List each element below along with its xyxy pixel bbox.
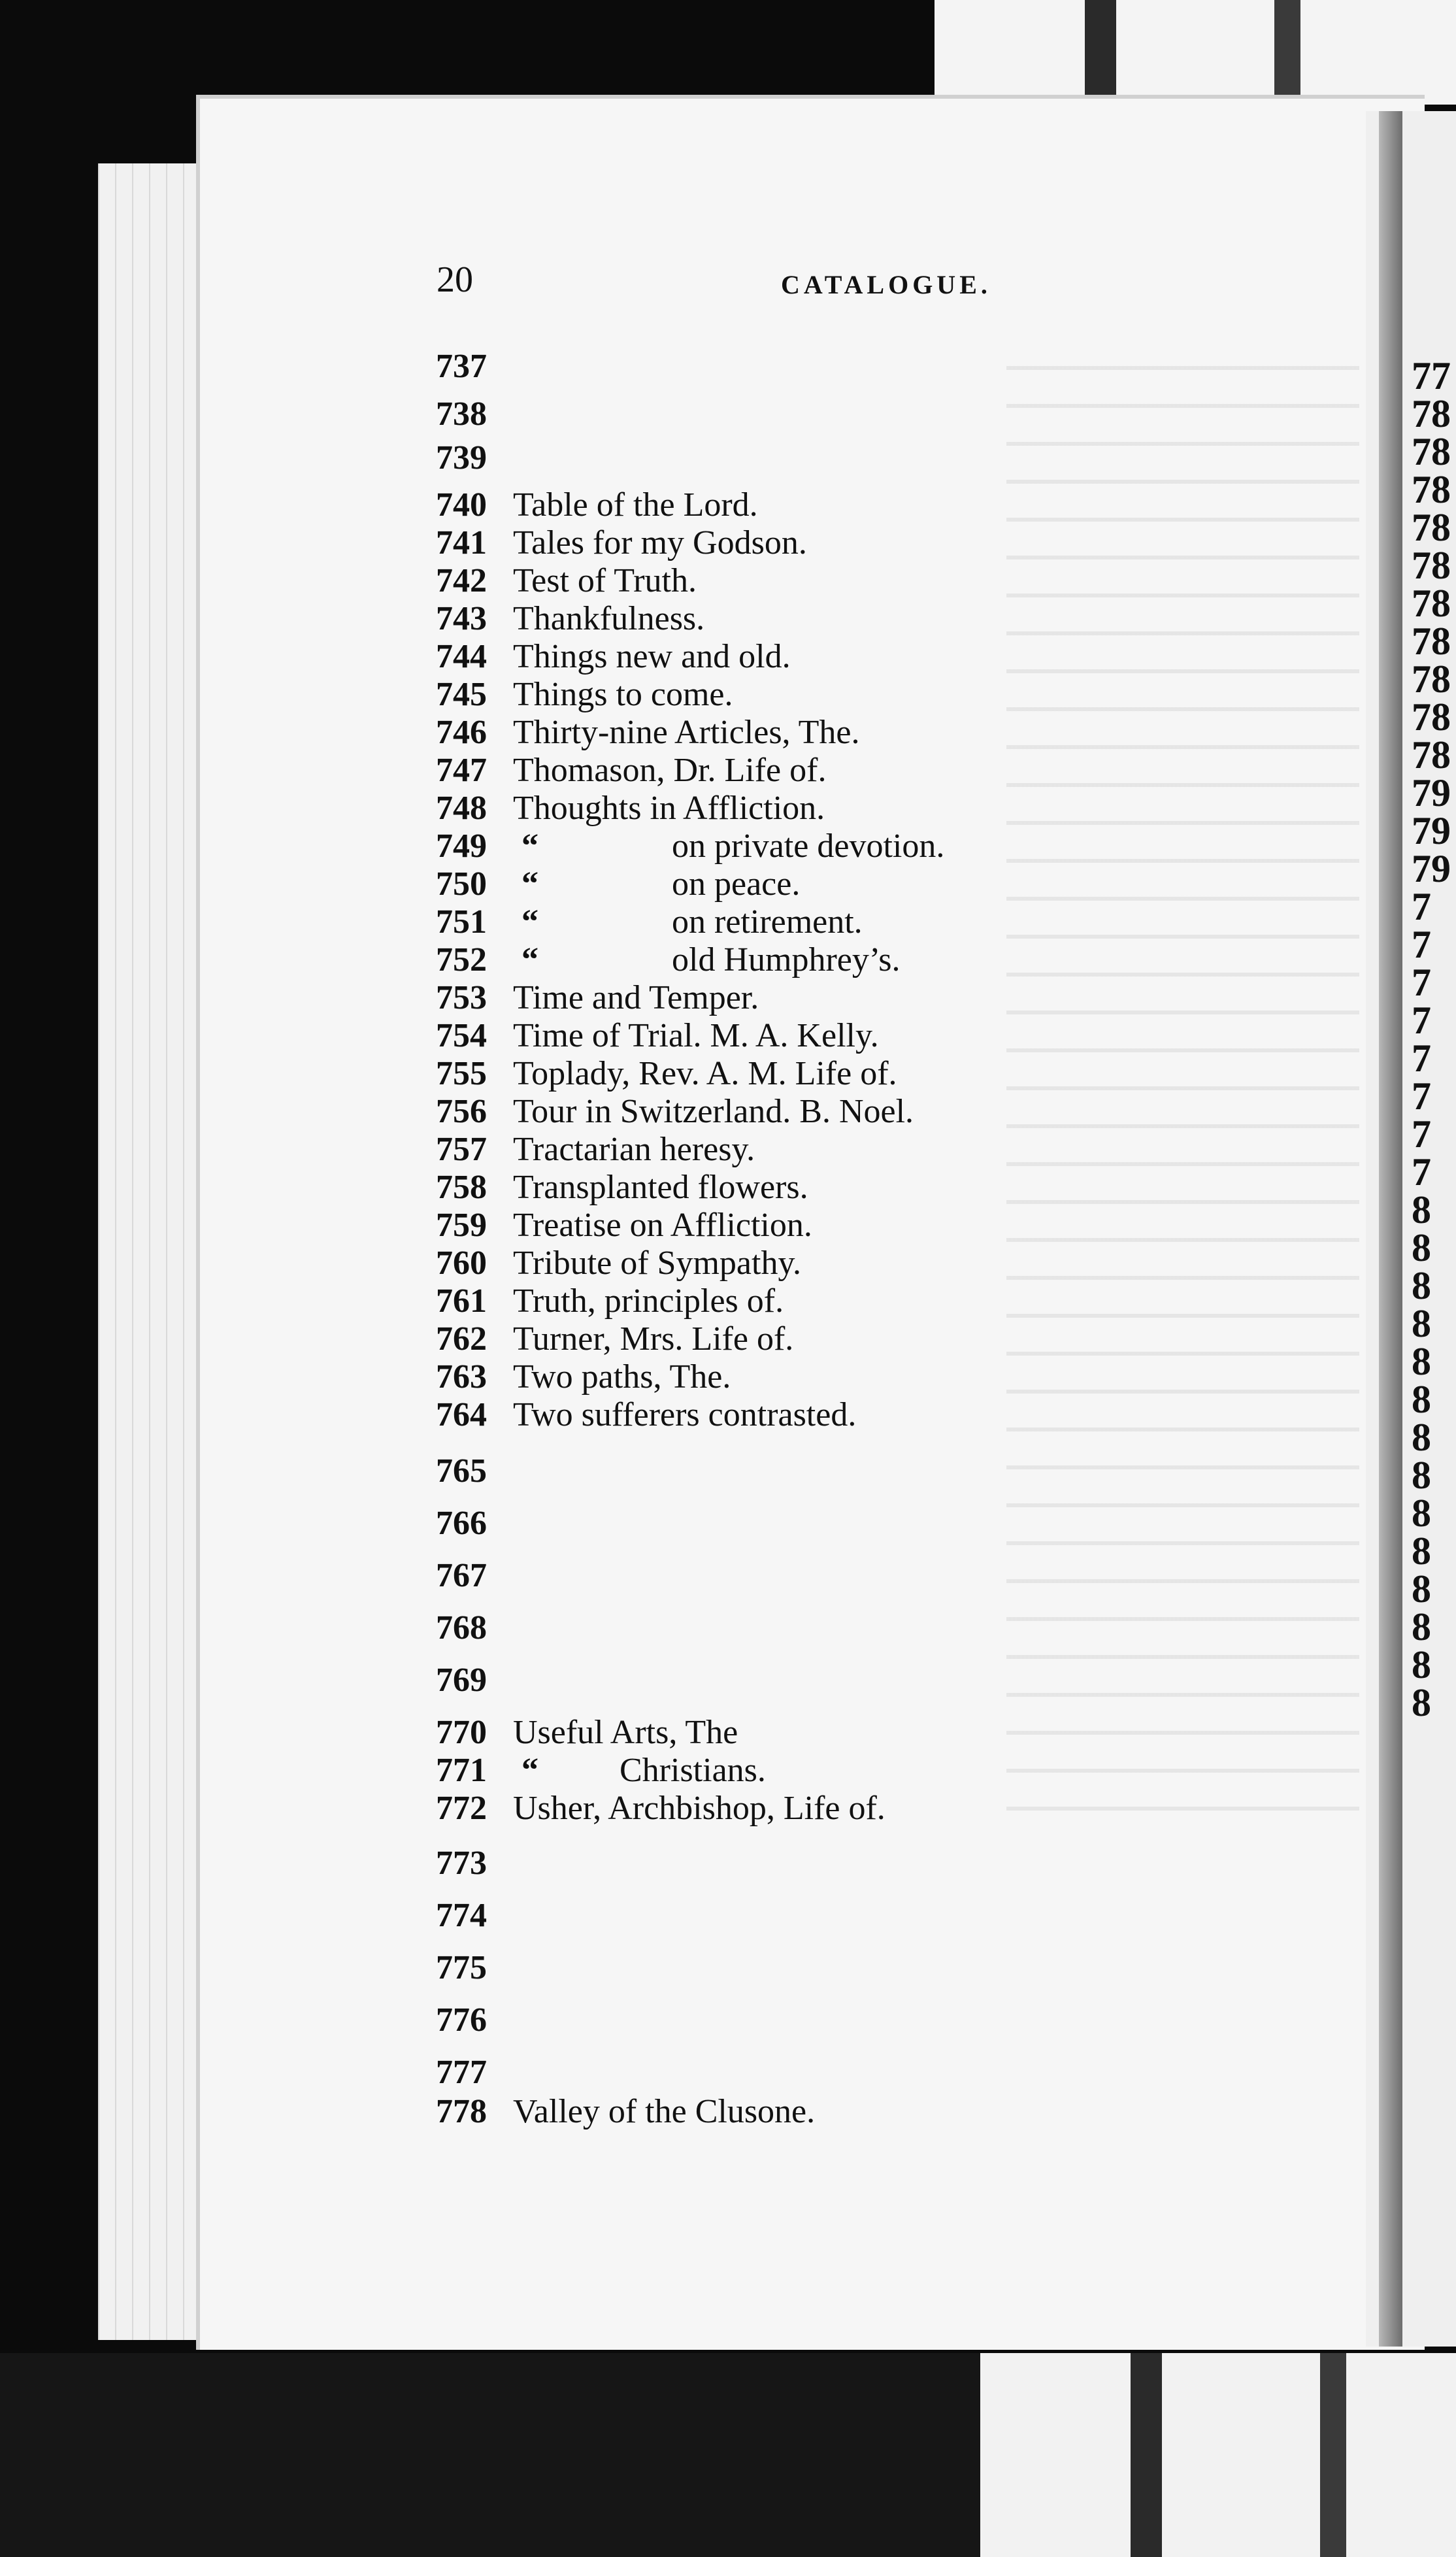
catalogue-entry	[0, 750, 1456, 791]
ditto-mark: “	[521, 865, 538, 903]
ditto-mark: “	[521, 1752, 538, 1789]
facing-page-number: 78	[1412, 468, 1451, 511]
entry-number: 775	[436, 1949, 487, 1986]
catalogue-entry	[0, 485, 1456, 526]
entry-title: Tractarian heresy.	[513, 1131, 755, 1168]
facing-page-number: 7	[1412, 1037, 1431, 1080]
facing-page-number: 8	[1412, 1188, 1431, 1231]
entry-title: Toplady, Rev. A. M. Life of.	[513, 1055, 897, 1092]
facing-page-number: 8	[1412, 1643, 1431, 1686]
entry-title: Test of Truth.	[513, 562, 697, 599]
facing-page-number: 8	[1412, 1454, 1431, 1497]
entry-number: 741	[436, 524, 487, 561]
facing-page-number: 8	[1412, 1529, 1431, 1573]
entry-number: 738	[436, 395, 487, 433]
facing-page-number: 8	[1412, 1416, 1431, 1459]
entry-number: 772	[436, 1790, 487, 1827]
facing-page-number: 78	[1412, 392, 1451, 435]
entry-number: 768	[436, 1609, 487, 1646]
entry-number: 745	[436, 676, 487, 713]
entry-title: Turner, Mrs. Life of.	[513, 1320, 794, 1358]
entry-title	[516, 902, 863, 943]
entry-title: Two paths, The.	[513, 1358, 731, 1395]
catalogue-entry	[0, 940, 1456, 980]
entry-title-text: on private devotion.	[672, 827, 945, 865]
facing-page-number: 78	[1412, 430, 1451, 473]
entry-title: Tribute of Sympathy.	[513, 1245, 802, 1282]
entry-number: 752	[436, 941, 487, 978]
facing-page-number: 7	[1412, 923, 1431, 966]
entry-number: 754	[436, 1017, 487, 1054]
entry-number: 769	[436, 1662, 487, 1699]
catalogue-entry	[0, 1205, 1456, 1246]
entry-title: Treatise on Affliction.	[513, 1207, 812, 1244]
entry-number: 765	[436, 1452, 487, 1490]
ditto-mark: “	[521, 827, 538, 865]
catalogue-entry	[0, 1243, 1456, 1284]
entry-number: 761	[436, 1282, 487, 1320]
entry-number: 747	[436, 752, 487, 789]
entry-title: Valley of the Clusone.	[513, 2093, 816, 2130]
catalogue-entry	[0, 902, 1456, 943]
page-number: 20	[437, 259, 473, 300]
facing-page-number: 7	[1412, 1075, 1431, 1118]
entry-title: Table of the Lord.	[513, 486, 758, 524]
entry-number: 743	[436, 600, 487, 637]
facing-page-number: 8	[1412, 1605, 1431, 1648]
catalogue-entry	[0, 1788, 1456, 1829]
entry-title: Thirty-nine Articles, The.	[513, 714, 860, 751]
catalogue-entry	[0, 1129, 1456, 1170]
running-title: CATALOGUE.	[781, 270, 991, 299]
facing-page-number: 78	[1412, 506, 1451, 549]
entry-title	[516, 864, 800, 905]
facing-page-number: 8	[1412, 1567, 1431, 1611]
entry-title: Tour in Switzerland. B. Noel.	[513, 1093, 914, 1130]
catalogue-entry	[0, 1948, 1456, 1988]
catalogue-entry	[0, 1556, 1456, 1596]
entry-title: Things new and old.	[513, 638, 791, 675]
facing-page-number: 79	[1412, 847, 1451, 890]
entry-number: 777	[436, 2054, 487, 2091]
catalogue-entry	[0, 788, 1456, 829]
catalogue-entry	[0, 1750, 1456, 1791]
catalogue-entry	[0, 864, 1456, 905]
entry-title	[516, 1750, 766, 1791]
facing-page-number: 8	[1412, 1264, 1431, 1307]
catalogue-entry	[0, 1395, 1456, 1435]
catalogue-entry	[0, 675, 1456, 715]
facing-page-number: 7	[1412, 1150, 1431, 1194]
catalogue-entry	[0, 561, 1456, 601]
catalogue-entry	[0, 346, 1456, 387]
catalogue-entry	[0, 826, 1456, 867]
facing-page-number: 7	[1412, 1112, 1431, 1156]
catalogue-entry	[0, 599, 1456, 639]
catalogue-entry	[0, 1016, 1456, 1056]
entry-number: 766	[436, 1505, 487, 1542]
catalogue-entry	[0, 1319, 1456, 1360]
entry-number: 739	[436, 439, 487, 476]
entry-title-text: Christians.	[620, 1752, 766, 1789]
facing-page-number: 8	[1412, 1340, 1431, 1383]
entry-number: 740	[436, 486, 487, 524]
entry-number: 764	[436, 1396, 487, 1433]
facing-page-number: 78	[1412, 658, 1451, 701]
facing-page-number: 8	[1412, 1378, 1431, 1421]
entry-number: 773	[436, 1845, 487, 1882]
catalogue-entry	[0, 394, 1456, 435]
facing-page-number: 78	[1412, 582, 1451, 625]
catalogue-entry	[0, 1451, 1456, 1492]
catalogue-entry	[0, 1843, 1456, 1884]
facing-page-number: 8	[1412, 1226, 1431, 1269]
facing-page-number: 7	[1412, 961, 1431, 1004]
catalogue-entry	[0, 1605, 1456, 1648]
entry-title: Two sufferers contrasted.	[513, 1396, 857, 1433]
catalogue-entry	[0, 1167, 1456, 1208]
ditto-mark: “	[521, 903, 538, 941]
entry-title: Things to come.	[513, 676, 733, 713]
catalogue-entry	[0, 2092, 1456, 2132]
entry-title: Thoughts in Affliction.	[513, 790, 825, 827]
ditto-mark: “	[521, 941, 538, 978]
entry-number: 737	[436, 348, 487, 385]
entry-number: 750	[436, 865, 487, 903]
entry-number: 770	[436, 1714, 487, 1751]
entry-number: 755	[436, 1055, 487, 1092]
catalogue-entry	[0, 1660, 1456, 1701]
facing-page-number: 78	[1412, 733, 1451, 777]
catalogue-entry	[0, 1896, 1456, 1936]
catalogue-entry	[0, 2000, 1456, 2041]
entry-title: Thomason, Dr. Life of.	[513, 752, 827, 789]
facing-page-number: 8	[1412, 1492, 1431, 1535]
facing-page-number: 7	[1412, 885, 1431, 928]
entry-number: 759	[436, 1207, 487, 1244]
entry-number: 762	[436, 1320, 487, 1358]
entry-number: 751	[436, 903, 487, 941]
catalogue-entry	[0, 712, 1456, 753]
entry-title: Transplanted flowers.	[513, 1169, 808, 1206]
entry-title: Time and Temper.	[513, 979, 759, 1016]
entry-number: 760	[436, 1245, 487, 1282]
facing-page-number: 79	[1412, 809, 1451, 852]
entry-title: Truth, principles of.	[513, 1282, 784, 1320]
entry-number: 767	[436, 1557, 487, 1594]
entry-title: Thankfulness.	[513, 600, 705, 637]
entry-number: 746	[436, 714, 487, 751]
entry-number: 758	[436, 1169, 487, 1206]
entry-title	[516, 940, 901, 980]
catalogue-entry	[0, 1357, 1456, 1397]
catalogue-entry	[0, 1054, 1456, 1094]
entry-title: Time of Trial. M. A. Kelly.	[513, 1017, 879, 1054]
facing-page-number: 78	[1412, 544, 1451, 587]
entry-number: 778	[436, 2093, 487, 2130]
entry-number: 776	[436, 2001, 487, 2039]
entry-title: Useful Arts, The	[513, 1714, 738, 1751]
entry-number: 774	[436, 1897, 487, 1934]
entry-title: Usher, Archbishop, Life of.	[513, 1790, 885, 1827]
entry-number: 756	[436, 1093, 487, 1130]
entry-title-text: on peace.	[672, 865, 801, 903]
facing-page-number: 77	[1412, 354, 1451, 397]
entry-title-text: old Humphrey’s.	[672, 941, 901, 978]
entry-title: Tales for my Godson.	[513, 524, 807, 561]
catalogue-entry	[0, 1503, 1456, 1544]
catalogue-entry	[0, 1092, 1456, 1132]
entry-number: 771	[436, 1752, 487, 1789]
entry-number: 742	[436, 562, 487, 599]
facing-page-number: 8	[1412, 1681, 1431, 1724]
catalogue-entry	[0, 1281, 1456, 1322]
facing-page-number: 78	[1412, 620, 1451, 663]
facing-page-number: 8	[1412, 1302, 1431, 1345]
facing-page-number: 7	[1412, 999, 1431, 1042]
facing-page-number: 79	[1412, 771, 1451, 814]
catalogue-entry	[0, 637, 1456, 677]
catalogue-entry	[0, 438, 1456, 478]
catalogue-entry	[0, 2052, 1456, 2093]
entry-number: 744	[436, 638, 487, 675]
entry-number: 749	[436, 827, 487, 865]
entry-number: 748	[436, 790, 487, 827]
entry-title	[516, 826, 944, 867]
facing-page-number: 78	[1412, 695, 1451, 739]
catalogue-entry	[0, 1713, 1456, 1753]
catalogue-entry	[0, 978, 1456, 1018]
entry-title-text: on retirement.	[672, 903, 863, 941]
entry-number: 763	[436, 1358, 487, 1395]
catalogue-entry	[0, 523, 1456, 563]
entry-number: 757	[436, 1131, 487, 1168]
entry-number: 753	[436, 979, 487, 1016]
